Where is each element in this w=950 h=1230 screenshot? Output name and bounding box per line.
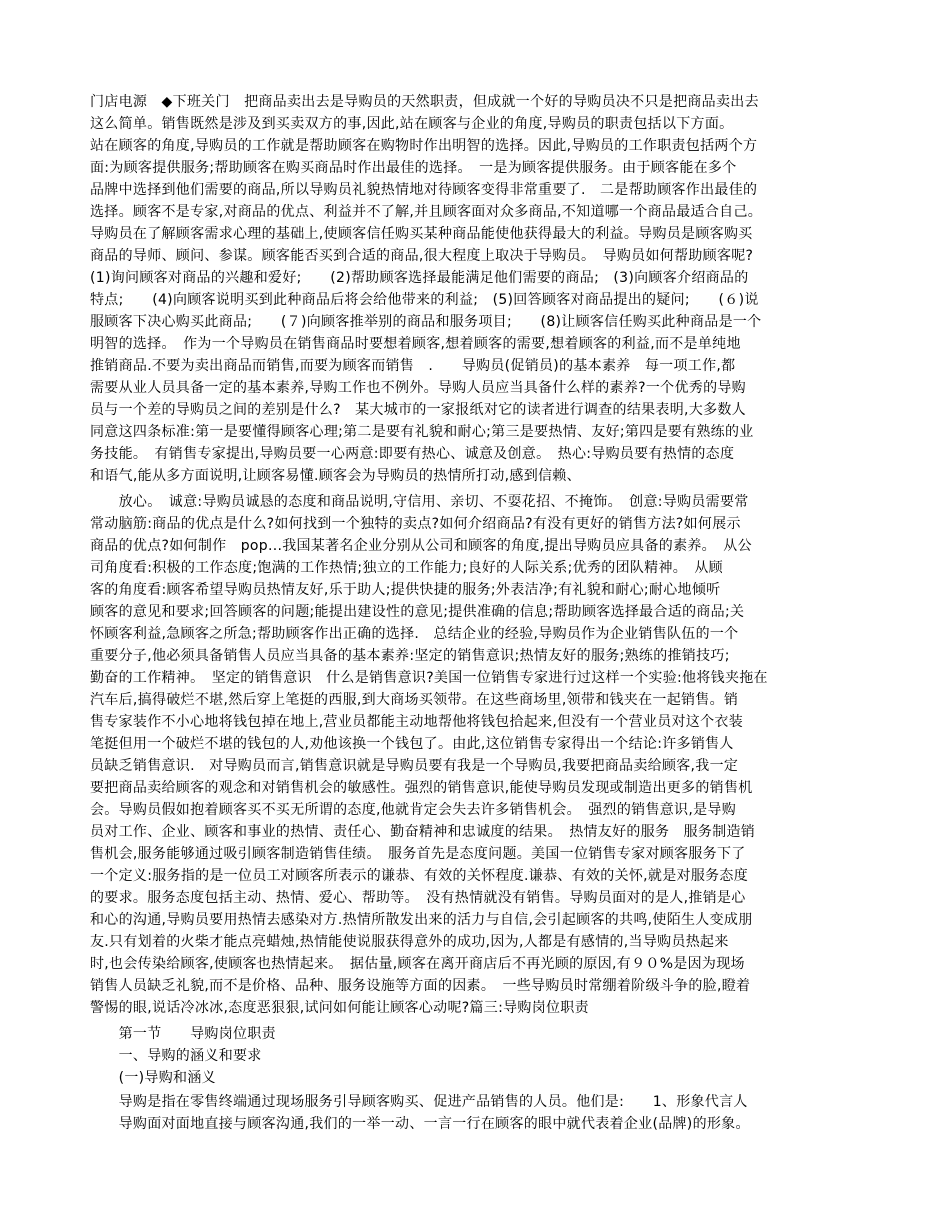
text-line: 顾客的意见和要求;回答顾客的问题;能提出建设性的意见;提供准确的信息;帮助顾客选择最合适的商品;关 [90, 604, 745, 620]
text-line: 需要从业人员具备一定的基本素养,导购工作也不例外。导购人员应当具备什么样的素养?一个优秀的导购 [90, 380, 746, 396]
text-line: 警惕的眼,说话冷冰冰,态度恶狠狠,试问如何能让顾客心动呢?篇三:导购岗位职责 [90, 1000, 589, 1016]
text-line: 的要求。服务态度包括主动、热情、爱心、帮助等。 没有热情就没有销售。导购员面对的是人,推销是心 [90, 890, 746, 906]
text-line: 导购面对面地直接与顾客沟通,我们的一举一动、一言一行在顾客的眼中就代表着企业(品牌)的形象。 [90, 1116, 750, 1132]
text-line: 客的角度看:顾客希望导购员热情友好,乐于助人;提供快捷的服务;外表洁净;有礼貌和耐心;耐心地倾听 [90, 582, 721, 598]
section-heading: 第一节 导购岗位职责 [90, 1026, 276, 1042]
text-line: 常动脑筋:商品的优点是什么?如何找到一个独特的卖点?如何介绍商品?有没有更好的销售方法?如何展示 [90, 516, 741, 532]
text-line: 和语气,能从多方面说明,让顾客易懂.顾客会为导购员的热情所打动,感到信赖、 [90, 468, 581, 484]
text-line: 勤奋的工作精神。 坚定的销售意识 什么是销售意识?美国一位销售专家进行过这样一个实验:他将钱夹拖在 [90, 670, 768, 686]
text-line: 会。导购员假如抱着顾客买不买无所谓的态度,他就肯定会失去许多销售机会。 强烈的销售意识,是导购 [90, 802, 736, 818]
text-line: 员与一个差的导购员之间的差别是什么? 某大城市的一家报纸对它的读者进行调查的结果表明,大多数人 [90, 402, 746, 418]
text-line: 司角度看:积极的工作态度;饱满的工作热情;独立的工作能力;良好的人际关系;优秀的团队精神。 从顾 [90, 560, 723, 576]
text-line: 门店电源 ◆下班关门 把商品卖出去是导购员的天然职责，但成就一个好的导购员决不只是把商品卖出去 [90, 94, 759, 110]
text-line: 怀顾客利益,急顾客之所急;帮助顾客作出正确的选择. 总结企业的经验,导购员作为企业销售队伍的一个 [90, 626, 739, 642]
text-line: 售机会,服务能够通过吸引顾客制造销售佳绩。 服务首先是态度问题。美国一位销售专家对顾客服务下了 [90, 846, 746, 862]
text-line: 要把商品卖给顾客的观念和对销售机会的敏感性。强烈的销售意识,能使导购员发现或制造出更多的销售机 [90, 780, 753, 796]
text-line: 时,也会传染给顾客,使顾客也热情起来。 据估量,顾客在离开商店后不再光顾的原因,有９０%是因为现场 [90, 956, 745, 972]
text-line: 一个定义:服务指的是一位员工对顾客所表示的谦恭、有效的关怀程度.谦恭、有效的关怀,就是对服务态度 [90, 868, 749, 884]
text-line: 重要分子,他必须具备销售人员应当具备的基本素养:坚定的销售意识;热情友好的服务;熟练的推销技巧; [90, 648, 730, 664]
text-line: 放心。 诚意:导购员诚恳的态度和商品说明,守信用、亲切、不耍花招、不掩饰。 创意:导购员需要常 [90, 494, 749, 510]
text-line: 友.只有划着的火柴才能点亮蜡烛,热情能使说服获得意外的成功,因为,人都是有感情的,当导购员热起来 [90, 934, 729, 950]
text-line: 品牌中选择到他们需要的商品,所以导购员礼貌热情地对待顾客变得非常重要了. 二是帮助顾客作出最佳的 [90, 182, 758, 198]
text-line: 特点; (4)向顾客说明买到此种商品后将会给他带来的利益; (5)回答顾客对商品提出的疑问; (６)说 [90, 292, 759, 308]
text-line: 商品的优点?如何制作 pop...我国某著名企业分别从公司和顾客的角度,提出导购员应具备的素养。 从公 [90, 538, 752, 554]
text-line: 销售人员缺乏礼貌,而不是价格、品种、服务设施等方面的因素。 一些导购员时常绷着阶级斗争的脸,瞪着 [90, 978, 751, 994]
text-line: 服顾客下决心购买此商品; (７)向顾客推举别的商品和服务项目; (8)让顾客信任购买此种商品是一个 [90, 314, 762, 330]
text-line: 和心的沟通,导购员要用热情去感染对方.热情所散发出来的活力与自信,会引起顾客的共鸣,使陌生人变成朋 [90, 912, 753, 928]
text-line: 站在顾客的角度,导购员的工作就是帮助顾客在购物时作出明智的选择。因此,导购员的工作职责包括两个方 [90, 138, 758, 154]
text-line: 笔挺但用一个破烂不堪的钱包的人,劝他该换一个钱包了。由此,这位销售专家得出一个结论:许多销售人 [90, 736, 734, 752]
text-line: 汽车后,搞得破烂不堪,然后穿上笔挺的西服,到大商场买领带。在这些商场里,领带和钱夹在一起销售。销 [90, 692, 739, 708]
text-line: 推销商品.不要为卖出商品而销售,而要为顾客而销售 . 导购员(促销员)的基本素养 每一项工作,都 [90, 358, 736, 374]
section-heading: 一、导购的涵义和要求 [90, 1048, 262, 1064]
text-line: 售专家装作不小心地将钱包掉在地上,营业员都能主动地帮他将钱包拾起来,但没有一个营业员对这个衣装 [90, 714, 743, 730]
text-line: (1)询问顾客对商品的兴趣和爱好; (2)帮助顾客选择最能满足他们需要的商品; (3)向顾客介绍商品的 [90, 270, 749, 286]
text-line: 商品的导师、顾问、参谋。顾客能否买到合适的商品,很大程度上取决于导购员。 导购员如何帮助顾客呢? [90, 248, 754, 264]
section-heading: (一)导购和涵义 [90, 1070, 216, 1086]
text-line: 员对工作、企业、顾客和事业的热情、责任心、勤奋精神和忠诚度的结果。 热情友好的服务 服务制造销 [90, 824, 756, 840]
text-line: 务技能。 有销售专家提出,导购员要一心两意:即要有热心、诚意及创意。 热心:导购员要有热情的态度 [90, 446, 735, 462]
text-line: 这么简单。销售既然是涉及到买卖双方的事,因此,站在顾客与企业的角度,导购员的职责包括以下方面。 [90, 116, 734, 132]
text-line: 明智的选择。 作为一个导购员在销售商品时要想着顾客,想着顾客的需要,想着顾客的利益,而不是单纯地 [90, 336, 741, 352]
text-line: 选择。顾客不是专家,对商品的优点、利益并不了解,并且顾客面对众多商品,不知道哪一个商品最适合自己。 [90, 204, 763, 220]
text-line: 导购员在了解顾客需求心理的基础上,使顾客信任购买某种商品能使他获得最大的利益。导购员是顾客购买 [90, 226, 753, 242]
text-line: 同意这四条标准:第一是要懂得顾客心理;第二是要有礼貌和耐心;第三是要热情、友好;第四是要有熟练的业 [90, 424, 754, 440]
text-line: 导购是指在零售终端通过现场服务引导顾客购买、促进产品销售的人员。他们是: 1、形象代言人 [90, 1094, 748, 1110]
text-line: 面:为顾客提供服务;帮助顾客在购买商品时作出最佳的选择。 一是为顾客提供服务。由于顾客能在多个 [90, 160, 737, 176]
text-line: 员缺乏销售意识. 对导购员而言,销售意识就是导购员要有我是一个导购员,我要把商品卖给顾客,我一定 [90, 758, 739, 774]
